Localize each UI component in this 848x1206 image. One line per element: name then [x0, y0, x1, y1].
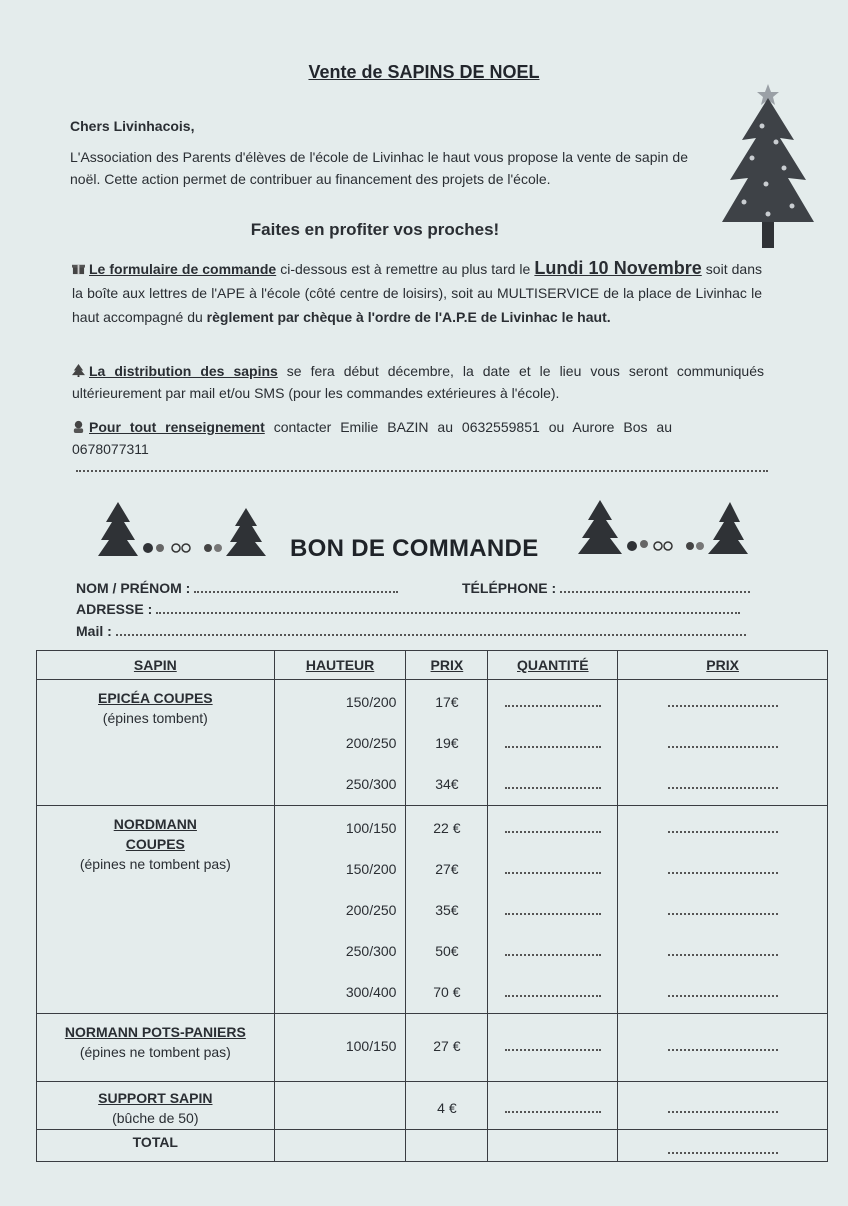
table-row: SUPPORT SAPIN (bûche de 50) 4 € — [37, 1082, 828, 1130]
quantity-input[interactable] — [489, 848, 616, 889]
table-row: NORMANN POTS-PANIERS (épines ne tombent pas) 100/150 27 € — [37, 1014, 828, 1082]
price-input[interactable] — [619, 763, 826, 804]
quantity-input[interactable] — [489, 1087, 616, 1128]
col-header-sapin: SAPIN — [37, 651, 275, 680]
slogan: Faites en profiter vos proches! — [250, 220, 500, 239]
christmas-tree-icon — [98, 500, 266, 560]
total-row — [37, 1130, 828, 1162]
price-input[interactable] — [619, 722, 826, 763]
quantity-input[interactable] — [489, 1025, 616, 1066]
quantity-input[interactable] — [489, 889, 616, 930]
address-field[interactable]: ADRESSE : — [76, 600, 740, 617]
intro-text: L'Association des Parents d'élèves de l'école de Livinhac le haut vous propose la vente de sapin de noël. Cette action permet de contribuer au financement des projets de l'école. — [70, 149, 688, 187]
quantity-input[interactable] — [489, 971, 616, 1012]
price-input[interactable] — [619, 1087, 826, 1128]
christmas-tree-icon — [72, 364, 85, 377]
order-form-lead: Le formulaire de commande — [89, 261, 277, 277]
gift-icon — [72, 262, 85, 275]
price-input[interactable] — [619, 848, 826, 889]
quantity-input[interactable] — [489, 763, 616, 804]
order-table — [36, 650, 828, 1162]
mail-field[interactable]: Mail : — [76, 622, 746, 639]
col-header-price: PRIX — [406, 651, 488, 680]
total-input[interactable] — [668, 1144, 778, 1154]
price-input[interactable] — [619, 807, 826, 848]
cut-line — [76, 470, 768, 472]
deadline-date: Lundi 10 Novembre — [534, 258, 702, 278]
quantity-input[interactable] — [489, 722, 616, 763]
name-field[interactable]: NOM / PRÉNOM : — [76, 579, 398, 596]
price-input[interactable] — [619, 681, 826, 722]
price-input[interactable] — [619, 1025, 826, 1066]
person-icon — [72, 420, 85, 433]
page-title: Vente de SAPINS DE NOEL — [308, 62, 540, 82]
table-row: EPICÉA COUPES (épines tombent) 150/200 200/250 250/300 17€ 19€ 34€ — [37, 680, 828, 806]
total-label: TOTAL — [37, 1130, 275, 1162]
payment-instructions: règlement par chèque à l'ordre de l'A.P.E de Livinhac le haut. — [206, 309, 611, 325]
table-row: NORDMANN COUPES (épines ne tombent pas) 100/150 150/200 200/250 250/300 300/400 22 € 27€ 35€ 50€ 70 € — [37, 806, 828, 1014]
order-form-title: BON DE COMMANDE — [290, 535, 539, 562]
price-input[interactable] — [619, 971, 826, 1012]
quantity-input[interactable] — [489, 681, 616, 722]
table-header-row — [37, 651, 828, 680]
order-instructions: Le formulaire de commande ci-dessous est à remettre au plus tard le Lundi 10 Novembre soit dans la boîte aux lettres de l'APE à l'école (côté centre de loisirs), soit au MULTISERVICE de la place de Livinhac le haut accompagné du règlement par chèque à l'ordre de l'A.P.E de Livinhac le haut. — [72, 258, 762, 325]
christmas-tree-icon — [578, 498, 748, 558]
contact-info: Pour tout renseignement contacter Emilie BAZIN au 0632559851 ou Aurore Bos au 0678077311 — [72, 419, 672, 457]
price-input[interactable] — [619, 889, 826, 930]
col-header-height: HAUTEUR — [274, 651, 406, 680]
price-input[interactable] — [619, 930, 826, 971]
col-header-total-price: PRIX — [618, 651, 828, 680]
phone-field[interactable]: TÉLÉPHONE : — [462, 579, 750, 596]
quantity-input[interactable] — [489, 930, 616, 971]
distribution-info: La distribution des sapins se fera début décembre, la date et le lieu vous seront communiqués ultérieurement par mail et/ou SMS (pour les commandes extérieures à l'école). — [72, 363, 764, 401]
quantity-input[interactable] — [489, 807, 616, 848]
col-header-quantity: QUANTITÉ — [488, 651, 618, 680]
greeting: Chers Livinhacois, — [70, 118, 195, 134]
